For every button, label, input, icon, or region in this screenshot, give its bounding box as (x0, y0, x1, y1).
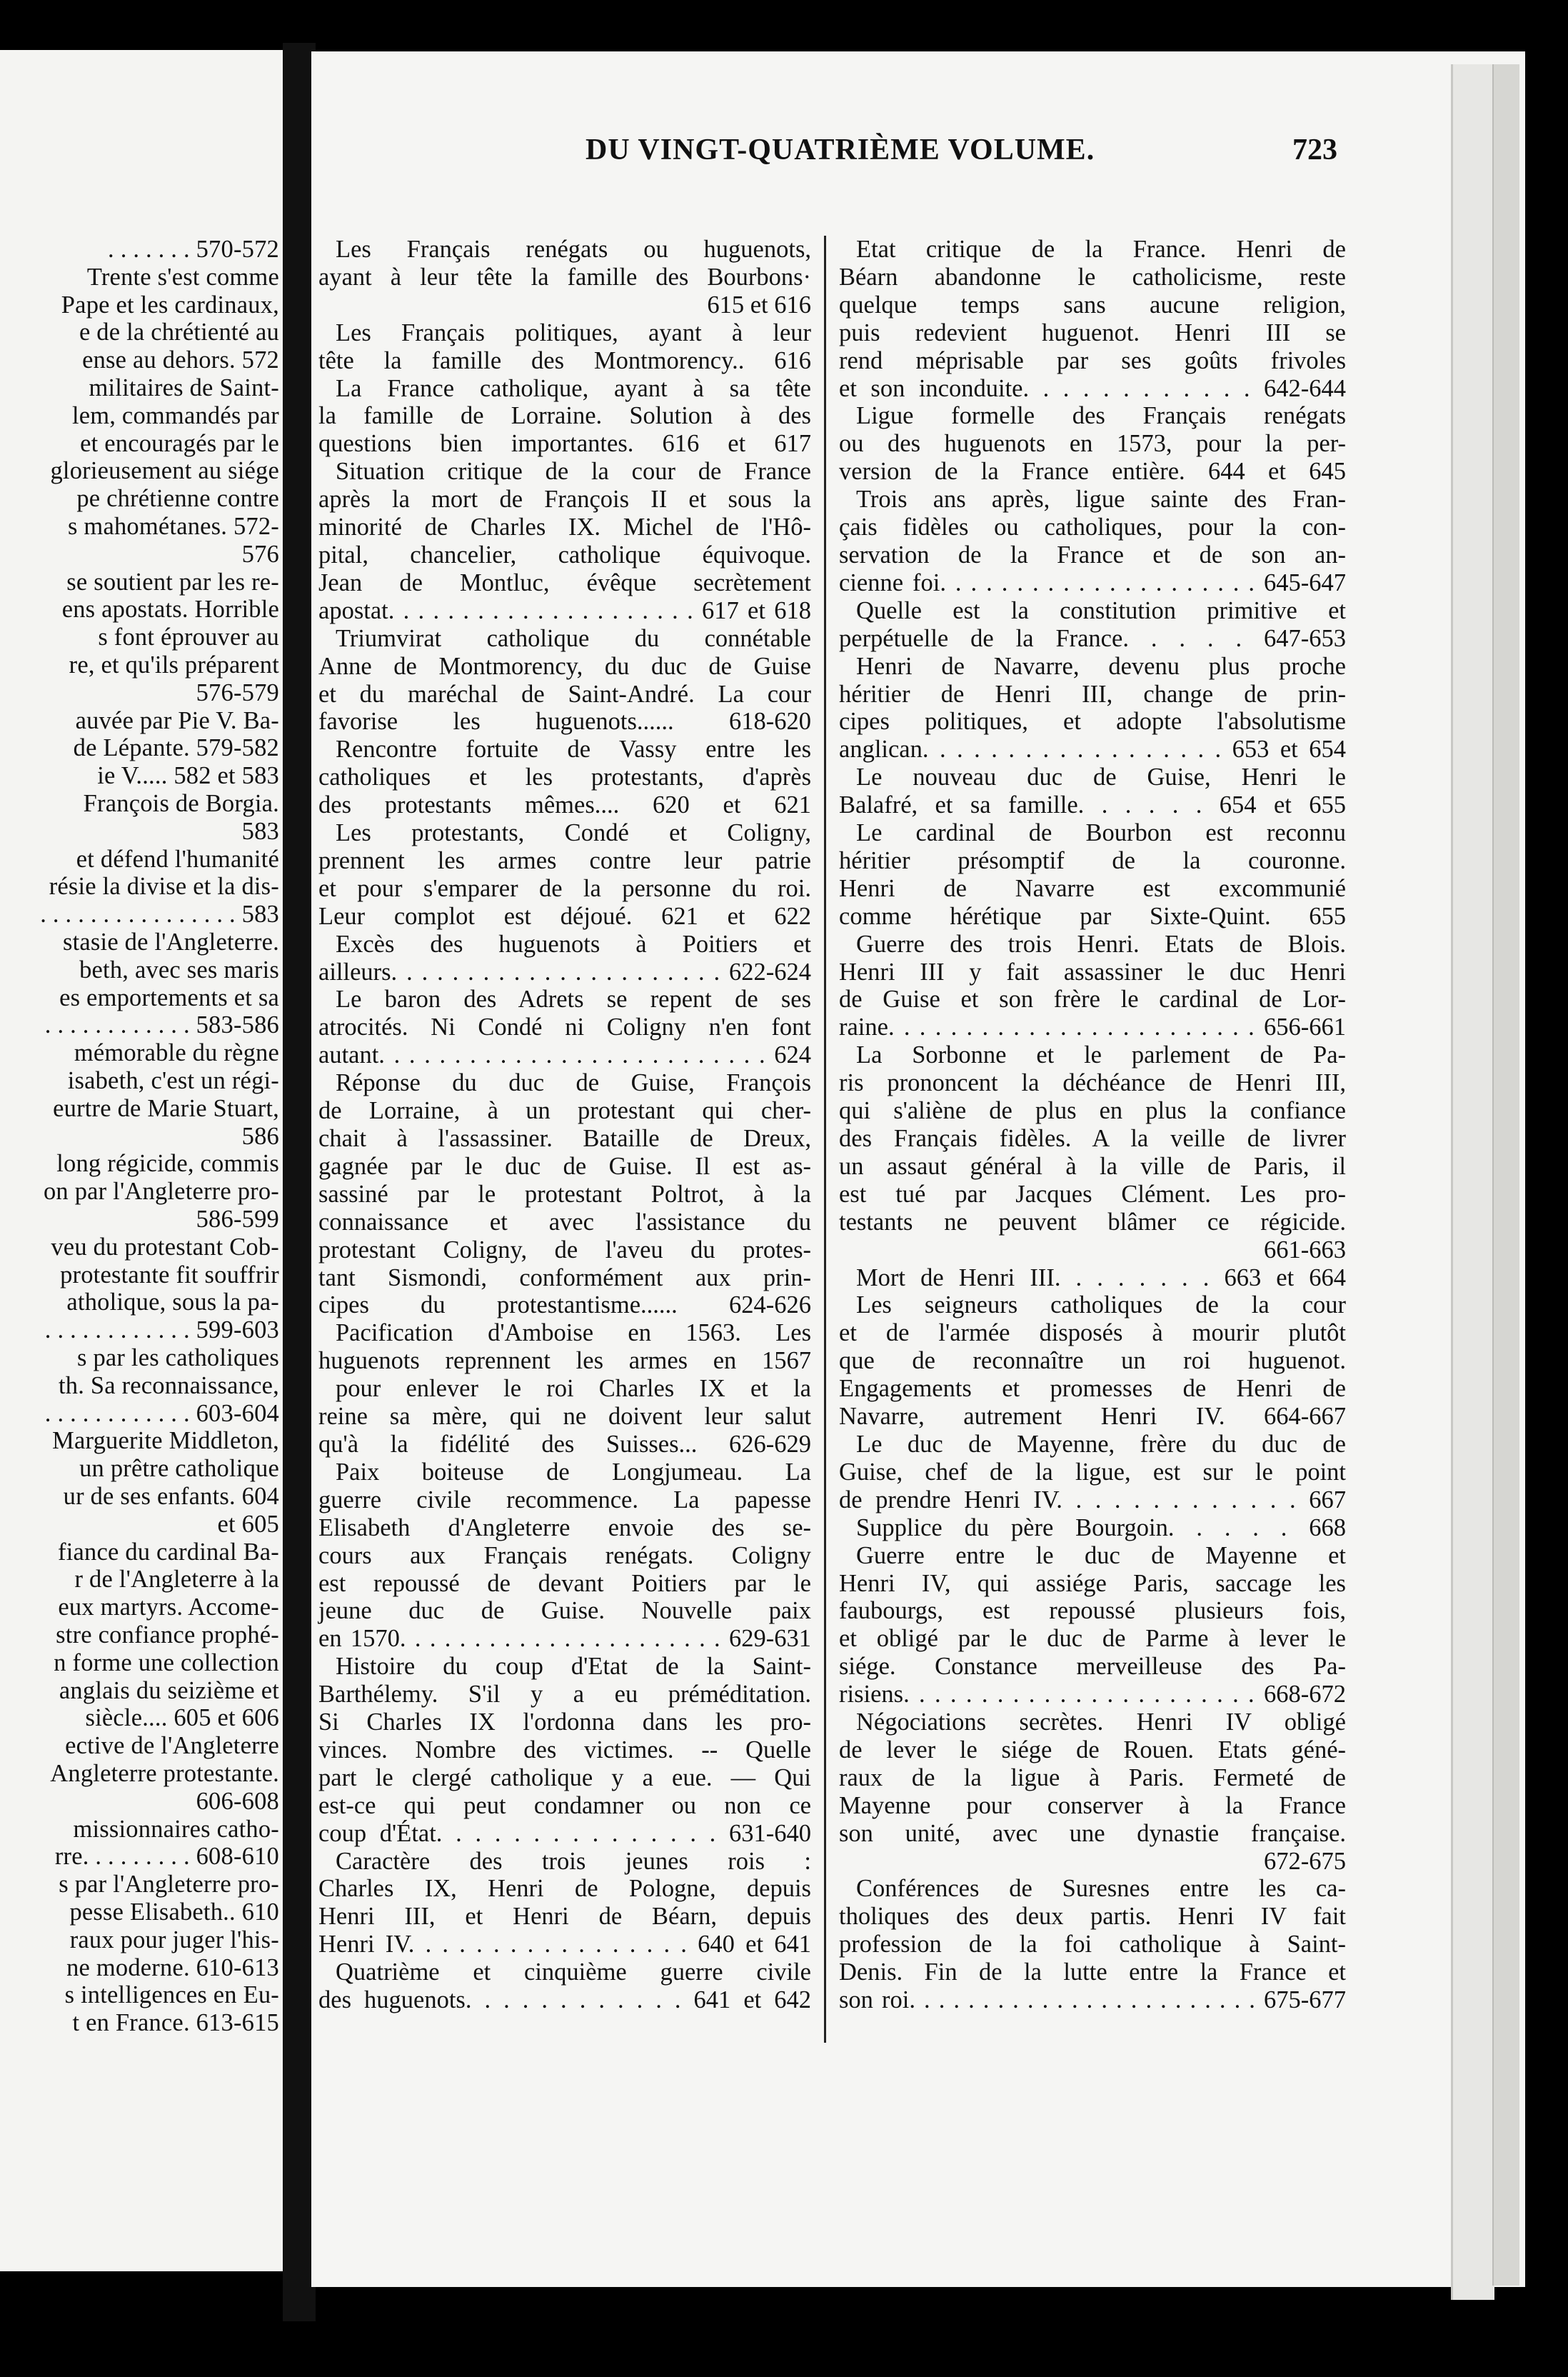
index-line: et obligé par le duc de Parme à lever le (839, 1625, 1346, 1653)
index-line: Guerre des trois Henri. Etats de Blois. (856, 930, 1346, 958)
index-line: Conférences de Suresnes entre les ca- (856, 1875, 1346, 1903)
index-line: Si Charles IX l'ordonna dans les pro- (318, 1708, 811, 1736)
index-line: et du maréchal de Saint-André. La cour (318, 680, 811, 708)
index-line: testants ne peuvent blâmer ce régicide. (839, 1208, 1346, 1236)
index-line: et pour s'emparer de la personne du roi. (318, 874, 811, 902)
index-line: quelque temps sans aucune religion, (839, 291, 1346, 319)
left-page-line: th. Sa reconnaissance, (58, 1371, 279, 1399)
index-line: ris prononcent la déchéance de Henri III, (839, 1069, 1346, 1097)
left-page-line: stasie de l'Angleterre. (63, 929, 279, 956)
index-line: Le duc de Mayenne, frère du duc de (856, 1430, 1346, 1458)
index-line: Henri IV, qui assiége Paris, saccage les (839, 1569, 1346, 1597)
left-page-line: ur de ses enfants. 604 (63, 1483, 279, 1510)
index-line: Excès des huguenots à Poitiers et (336, 930, 811, 958)
left-page-line: Trente s'est comme (86, 263, 279, 291)
index-line: des huguenots. . . . . . . . . . . . 641 et 642 (318, 1986, 811, 2014)
index-line: Triumvirat catholique du connétable (336, 624, 811, 652)
left-page-line: résie la divise et la dis- (49, 873, 279, 901)
index-line: cipes du protestantisme...... 624-626 (318, 1291, 811, 1319)
index-line: Les Français politiques, ayant à leur (336, 319, 811, 346)
left-page-line: . . . . . . . . . . . . 603-604 (44, 1399, 279, 1427)
index-line: Elisabeth d'Angleterre envoie des se- (318, 1513, 811, 1541)
index-line: Situation critique de la cour de France (336, 458, 811, 486)
index-line: jeune duc de Guise. Nouvelle paix (318, 1597, 811, 1625)
index-line: Henri III y fait assassiner le duc Henri (839, 958, 1346, 986)
left-page-line: 606-608 (196, 1787, 279, 1815)
left-page-line: lem, commandés par (71, 401, 279, 429)
left-page-line: atholique, sous la pa- (66, 1288, 279, 1316)
index-line: prennent les armes contre leur patrie (318, 846, 811, 874)
index-line: Mayenne pour conserver à la France (839, 1791, 1346, 1819)
index-line: après la mort de François II et sous la (318, 486, 811, 514)
left-page-line: isabeth, c'est un régi- (67, 1067, 279, 1094)
index-line: pour enlever le roi Charles IX et la (336, 1375, 811, 1403)
index-line: raux de la ligue à Paris. Fermeté de (839, 1763, 1346, 1791)
left-page-line: s mahométanes. 572- (67, 513, 279, 540)
index-line: est tué par Jacques Clément. Les pro- (839, 1180, 1346, 1208)
page-edge-outer (1492, 64, 1519, 2286)
index-line: 661-663 (1264, 1236, 1346, 1263)
index-line: que de reconnaître un roi huguenot. (839, 1347, 1346, 1375)
index-line: son unité, avec une dynastie française. (839, 1819, 1346, 1847)
index-line: La France catholique, ayant à sa tête (336, 374, 811, 402)
index-line: tholiques des deux partis. Henri IV fait (839, 1903, 1346, 1931)
index-line: Navarre, autrement Henri IV. 664-667 (839, 1403, 1346, 1431)
index-line: 672-675 (1264, 1847, 1346, 1875)
index-line: Pacification d'Amboise en 1563. Les (336, 1319, 811, 1347)
index-line: guerre civile recommence. La papesse (318, 1486, 811, 1513)
index-line: Négociations secrètes. Henri IV obligé (856, 1708, 1346, 1736)
index-line: Engagements et promesses de Henri de (839, 1375, 1346, 1403)
index-line: et de l'armée disposés à mourir plutôt (839, 1319, 1346, 1347)
left-page-line: . . . . . . . . . . . . . . . . 583 (40, 901, 279, 929)
left-page-line: . . . . . . . 570-572 (108, 236, 279, 263)
index-line: Guerre entre le duc de Mayenne et (856, 1541, 1346, 1569)
index-line: Béarn abandonne le catholicisme, reste (839, 263, 1346, 291)
left-page-line: siècle.... 605 et 606 (85, 1704, 279, 1732)
index-line: Trois ans après, ligue sainte des Fran- (856, 486, 1346, 514)
index-line: qu'à la fidélité des Suisses... 626-629 (318, 1430, 811, 1458)
index-line: ou des huguenots en 1573, pour la per- (839, 430, 1346, 458)
index-line: çais fidèles ou catholiques, pour la con- (839, 514, 1346, 541)
left-page-line: Marguerite Middleton, (52, 1427, 279, 1455)
left-page-line: r de l'Angleterre à la (74, 1566, 279, 1593)
left-page-line: s par l'Angleterre pro- (59, 1871, 279, 1898)
index-line: Le baron des Adrets se repent de ses (336, 986, 811, 1014)
index-line: un assaut général à la ville de Paris, il (839, 1152, 1346, 1180)
index-line: catholiques et les protestants, d'après (318, 764, 811, 791)
index-line: huguenots reprennent les armes en 1567 (318, 1347, 811, 1375)
left-page-line: un prêtre catholique (79, 1455, 279, 1483)
left-page-line: beth, avec ses maris (79, 956, 279, 984)
column-divider (824, 236, 826, 2043)
index-line: héritier présomptif de la couronne. (839, 846, 1346, 874)
left-page-line: protestante fit souffrir (60, 1261, 279, 1288)
left-page-line: 586-599 (196, 1206, 279, 1233)
left-page-line: ective de l'Angleterre (65, 1732, 279, 1760)
index-line: La Sorbonne et le parlement de Pa- (856, 1041, 1346, 1069)
page-number: 723 (1292, 134, 1337, 166)
index-line: Henri de Navarre est excommunié (839, 874, 1346, 902)
index-line: vinces. Nombre des victimes. -- Quelle (318, 1736, 811, 1763)
index-line: minorité de Charles IX. Michel de l'Hô- (318, 514, 811, 541)
left-page-line: long régicide, commis (56, 1150, 279, 1178)
index-line: son roi. . . . . . . . . . . . . . . . . . . . . . . . 675-677 (839, 1986, 1346, 2014)
left-page-line: militaires de Saint- (89, 374, 279, 401)
left-page-line: on par l'Angleterre pro- (43, 1178, 279, 1206)
index-line: Paix boiteuse de Longjumeau. La (336, 1458, 811, 1486)
index-line: tant Sismondi, conformément aux prin- (318, 1263, 811, 1291)
left-page-line: mémorable du règne (74, 1039, 279, 1067)
index-line: de prendre Henri IV. . . . . . . . . . . . . 667 (839, 1486, 1346, 1513)
index-line: risiens. . . . . . . . . . . . . . . . . . . . . . . 668-672 (839, 1681, 1346, 1708)
left-page-line: François de Borgia. (83, 790, 279, 817)
index-line: Rencontre fortuite de Vassy entre les (336, 736, 811, 764)
index-line: raine. . . . . . . . . . . . . . . . . . . . . . . . 656-661 (839, 1014, 1346, 1041)
index-line: Etat critique de la France. Henri de (856, 236, 1346, 263)
index-line: Henri III, et Henri de Béarn, depuis (318, 1903, 811, 1931)
index-line: profession de la foi catholique à Saint- (839, 1931, 1346, 1958)
index-line: Anne de Montmorency, du duc de Guise (318, 652, 811, 680)
left-page-line: anglais du seizième et (59, 1676, 279, 1704)
index-column-2 (839, 236, 1346, 2014)
index-line: rend méprisable par ses goûts frivoles (839, 346, 1346, 374)
left-page-line: glorieusement au siége (50, 457, 279, 485)
index-line: questions bien importantes. 616 et 617 (318, 430, 811, 458)
index-line: Denis. Fin de la lutte entre la France et (839, 1958, 1346, 1986)
page-edge (1451, 64, 1494, 2300)
left-page (0, 50, 289, 2271)
index-line: héritier de Henri III, change de prin- (839, 680, 1346, 708)
left-page-line: 576 (241, 540, 279, 568)
index-line: cipes politiques, et adopte l'absolutisme (839, 708, 1346, 736)
left-page-line: ie V..... 582 et 583 (97, 762, 279, 790)
left-page-line: e de la chrétienté au (79, 319, 279, 346)
index-line: Le nouveau duc de Guise, Henri le (856, 764, 1346, 791)
left-page-line: n forme une collection (54, 1648, 279, 1676)
index-line: version de la France entière. 644 et 645 (839, 458, 1346, 486)
left-page-line: veu du protestant Cob- (51, 1233, 279, 1261)
index-line: coup d'État. . . . . . . . . . . . . . . 631-640 (318, 1819, 811, 1847)
left-page-line: re, et qu'ils préparent (69, 651, 279, 679)
left-page-line: . . . . . . . . . . . . 583-586 (44, 1011, 279, 1039)
index-line: connaissance et avec l'assistance du (318, 1208, 811, 1236)
index-line: de lever le siége de Rouen. Etats géné- (839, 1736, 1346, 1763)
index-line: Ligue formelle des Français renégats (856, 402, 1346, 430)
left-page-line: eurtre de Marie Stuart, (53, 1094, 279, 1122)
left-page-line: pe chrétienne contre (76, 485, 279, 513)
index-line: chait à l'assassiner. Bataille de Dreux, (318, 1125, 811, 1152)
left-page-line: t en France. 613-615 (72, 2009, 279, 2037)
index-line: de Lorraine, à un protestant qui cher- (318, 1097, 811, 1125)
left-page-line: rre. . . . . . . . . 608-610 (54, 1843, 279, 1871)
left-page-line: ens apostats. Horrible (61, 596, 279, 624)
index-line: des Français fidèles. A la veille de livrer (839, 1125, 1346, 1152)
left-page-line: et 605 (217, 1510, 279, 1538)
index-line: Les protestants, Condé et Coligny, (336, 819, 811, 847)
index-line: la famille de Lorraine. Solution à des (318, 402, 811, 430)
index-line: Les Français renégats ou huguenots, (336, 236, 811, 263)
index-line: part le clergé catholique y a eue. — Qui (318, 1763, 811, 1791)
index-line: reine sa mère, qui ne doivent leur salut (318, 1403, 811, 1431)
index-line: Quelle est la constitution primitive et (856, 596, 1346, 624)
index-line: en 1570. . . . . . . . . . . . . . . . . . . . . . 629-631 (318, 1625, 811, 1653)
index-line: Caractère des trois jeunes rois : (336, 1847, 811, 1875)
index-line: Le cardinal de Bourbon est reconnu (856, 819, 1346, 847)
left-page-line: se soutient par les re- (66, 568, 279, 596)
left-page-line: et défend l'humanité (76, 845, 279, 873)
index-line: atrocités. Ni Condé ni Coligny n'en font (318, 1014, 811, 1041)
index-line: Quatrième et cinquième guerre civile (336, 1958, 811, 1986)
left-page-line: de Lépante. 579-582 (73, 734, 279, 762)
index-line: ayant à leur tête la famille des Bourbons· (318, 263, 811, 291)
index-line: Henri de Navarre, devenu plus proche (856, 652, 1346, 680)
index-line: Charles IX, Henri de Pologne, depuis (318, 1875, 811, 1903)
index-line: Henri IV. . . . . . . . . . . . . . . . . 640 et 641 (318, 1931, 811, 1958)
left-page-line: eux martyrs. Accome- (58, 1593, 279, 1621)
left-page-line: . . . . . . . . . . . . 599-603 (44, 1316, 279, 1344)
left-page-line: Pape et les cardinaux, (61, 291, 279, 319)
index-column-1 (318, 236, 811, 2014)
index-line: de Guise et son frère le cardinal de Lor- (839, 986, 1346, 1014)
index-line: gagnée par le duc de Guise. Il est as- (318, 1152, 811, 1180)
index-line: Supplice du père Bourgoin. . . . . 668 (856, 1513, 1346, 1541)
left-page-line: es emportements et sa (59, 984, 279, 1011)
left-page-line: fiance du cardinal Ba- (58, 1538, 279, 1566)
left-page-line: stre confiance prophé- (56, 1621, 279, 1648)
left-page-line: s intelligences en Eu- (64, 1981, 279, 2009)
index-line: est repoussé de devant Poitiers par le (318, 1569, 811, 1597)
index-line: puis redevient huguenot. Henri III se (839, 319, 1346, 346)
index-line: Barthélemy. S'il y a eu préméditation. (318, 1681, 811, 1708)
index-line: Guise, chef de la ligue, est sur le point (839, 1458, 1346, 1486)
index-line: autant. . . . . . . . . . . . . . . . . . . . . . . . . . 624 (318, 1041, 811, 1069)
left-page-line: auvée par Pie V. Ba- (75, 706, 279, 734)
index-line: des protestants mêmes.... 620 et 621 (318, 791, 811, 819)
left-page-line: pesse Elisabeth.. 610 (69, 1898, 279, 1926)
index-line: servation de la France et de son an- (839, 541, 1346, 569)
index-line: Balafré, et sa famille. . . . . . 654 et 655 (839, 791, 1346, 819)
left-page-line: Angleterre protestante. (50, 1760, 279, 1787)
index-line: sassiné par le protestant Poltrot, à la (318, 1180, 811, 1208)
index-line: tête la famille des Montmorency.. 616 (318, 346, 811, 374)
index-line: Jean de Montluc, évêque secrètement (318, 569, 811, 596)
index-line: qui s'aliène de plus en plus la confiance (839, 1097, 1346, 1125)
index-line: 615 et 616 (707, 291, 811, 319)
left-page-line: 576-579 (196, 679, 279, 706)
left-page-line: s par les catholiques (77, 1344, 279, 1371)
index-line: Mort de Henri III. . . . . . . . 663 et 664 (856, 1263, 1346, 1291)
index-line: Leur complot est déjoué. 621 et 622 (318, 902, 811, 930)
index-line: cienne foi. . . . . . . . . . . . . . . . . . . . . 645-647 (839, 569, 1346, 596)
left-page-line: ense au dehors. 572 (82, 346, 279, 374)
index-line: comme hérétique par Sixte-Quint. 655 (839, 902, 1346, 930)
index-line: anglican. . . . . . . . . . . . . . . . . . 653 et 654 (839, 736, 1346, 764)
index-line: Réponse du duc de Guise, François (336, 1069, 811, 1097)
index-line: faubourgs, est repoussé plusieurs fois, (839, 1597, 1346, 1625)
index-line: perpétuelle de la France. . . . . 647-653 (839, 624, 1346, 652)
left-page-line: raux pour juger l'his- (69, 1926, 279, 1953)
left-page-line: et encouragés par le (80, 429, 279, 457)
index-line: cours aux Français renégats. Coligny (318, 1541, 811, 1569)
index-line: siége. Constance merveilleuse des Pa- (839, 1653, 1346, 1681)
left-page-line: missionnaires catho- (73, 1815, 279, 1843)
index-line: et son inconduite. . . . . . . . . . . . 642-644 (839, 374, 1346, 402)
index-line: pital, chancelier, catholique équivoque. (318, 541, 811, 569)
index-line: ailleurs. . . . . . . . . . . . . . . . . . . . . . 622-624 (318, 958, 811, 986)
index-line: Les seigneurs catholiques de la cour (856, 1291, 1346, 1319)
left-page-line: 583 (241, 817, 279, 845)
index-line: favorise les huguenots...... 618-620 (318, 708, 811, 736)
index-line: apostat. . . . . . . . . . . . . . . . . . . . . 617 et 618 (318, 596, 811, 624)
index-line: est-ce qui peut condamner ou non ce (318, 1791, 811, 1819)
left-page-line: s font éprouver au (98, 624, 279, 651)
running-header: DU VINGT-QUATRIÈME VOLUME. (586, 134, 1095, 166)
index-line: protestant Coligny, de l'aveu du protes- (318, 1236, 811, 1263)
left-page-line: ne moderne. 610-613 (66, 1953, 279, 1981)
index-line: Histoire du coup d'Etat de la Saint- (336, 1653, 811, 1681)
left-page-line: 586 (241, 1122, 279, 1150)
